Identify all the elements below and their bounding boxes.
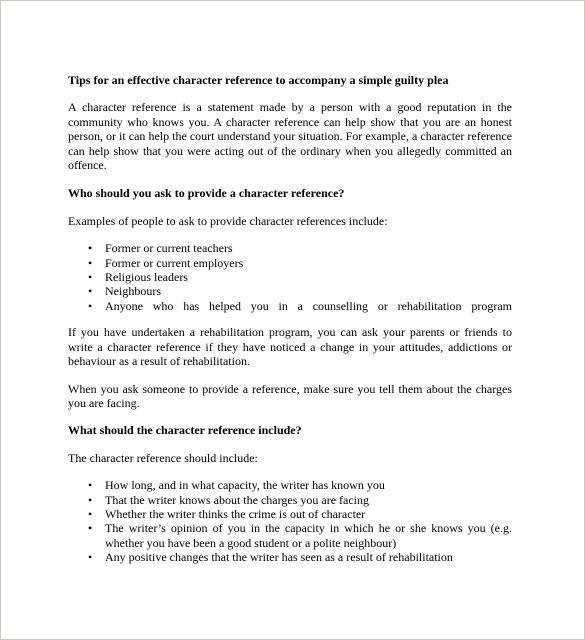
bullet-icon: • bbox=[88, 550, 93, 565]
document-title: Tips for an effective character reference to accompany a simple guilty plea bbox=[68, 73, 449, 87]
section-heading-what: What should the character reference include? bbox=[68, 423, 302, 438]
rehabilitation-paragraph: If you have undertaken a rehabilitation program, you can ask your parents or friends to write a character reference if they have noticed a change in your attitudes, addictions or behaviour as a result of rehabilitation. bbox=[68, 325, 512, 369]
list-what bbox=[68, 478, 512, 564]
list-who bbox=[68, 241, 512, 313]
list-item: • Religious leaders bbox=[88, 270, 188, 285]
charges-paragraph: When you ask someone to provide a reference, make sure you tell them about the charges you are facing. bbox=[68, 381, 512, 410]
list-item: • Anyone who has helped you in a counselling or rehabilitation program bbox=[88, 298, 512, 313]
list-item: • Former or current teachers bbox=[88, 241, 233, 256]
section-heading-who: Who should you ask to provide a character reference? bbox=[68, 186, 345, 201]
section-lead-who: Examples of people to ask to provide character references include: bbox=[68, 213, 388, 228]
bullet-icon: • bbox=[88, 241, 93, 256]
list-item: • That the writer knows about the charges you are facing bbox=[88, 492, 370, 507]
bullet-icon: • bbox=[88, 506, 93, 521]
list-item: • How long, and in what capacity, the writer has known you bbox=[88, 478, 385, 493]
bullet-icon: • bbox=[88, 284, 93, 299]
bullet-icon: • bbox=[88, 478, 93, 493]
bullet-icon: • bbox=[88, 492, 93, 507]
bullet-icon: • bbox=[88, 298, 93, 313]
bullet-icon: • bbox=[88, 255, 93, 270]
list-item: • Former or current employers bbox=[88, 255, 244, 270]
list-item: • Any positive changes that the writer has seen as a result of rehabilitation bbox=[88, 550, 453, 565]
section-lead-what: The character reference should include: bbox=[68, 450, 258, 465]
list-item: • Neighbours bbox=[88, 284, 161, 299]
bullet-icon: • bbox=[88, 521, 93, 536]
bullet-icon: • bbox=[88, 270, 93, 285]
intro-paragraph: A character reference is a statement made by a person with a good reputation in the community who knows you. A character reference can help show that you are an honest person, or it can help the court understand your situation. For example, a character reference can help show that you were acting out of the ordinary when you allegedly committed an offence. bbox=[68, 100, 512, 173]
document-body bbox=[68, 73, 512, 565]
list-item: • Whether the writer thinks the crime is out of character bbox=[88, 506, 366, 521]
list-item: • The writer’s opinion of you in the capacity in which he or she knows you (e.g. whether you have been a good student or a polite neighbour) bbox=[88, 521, 512, 550]
